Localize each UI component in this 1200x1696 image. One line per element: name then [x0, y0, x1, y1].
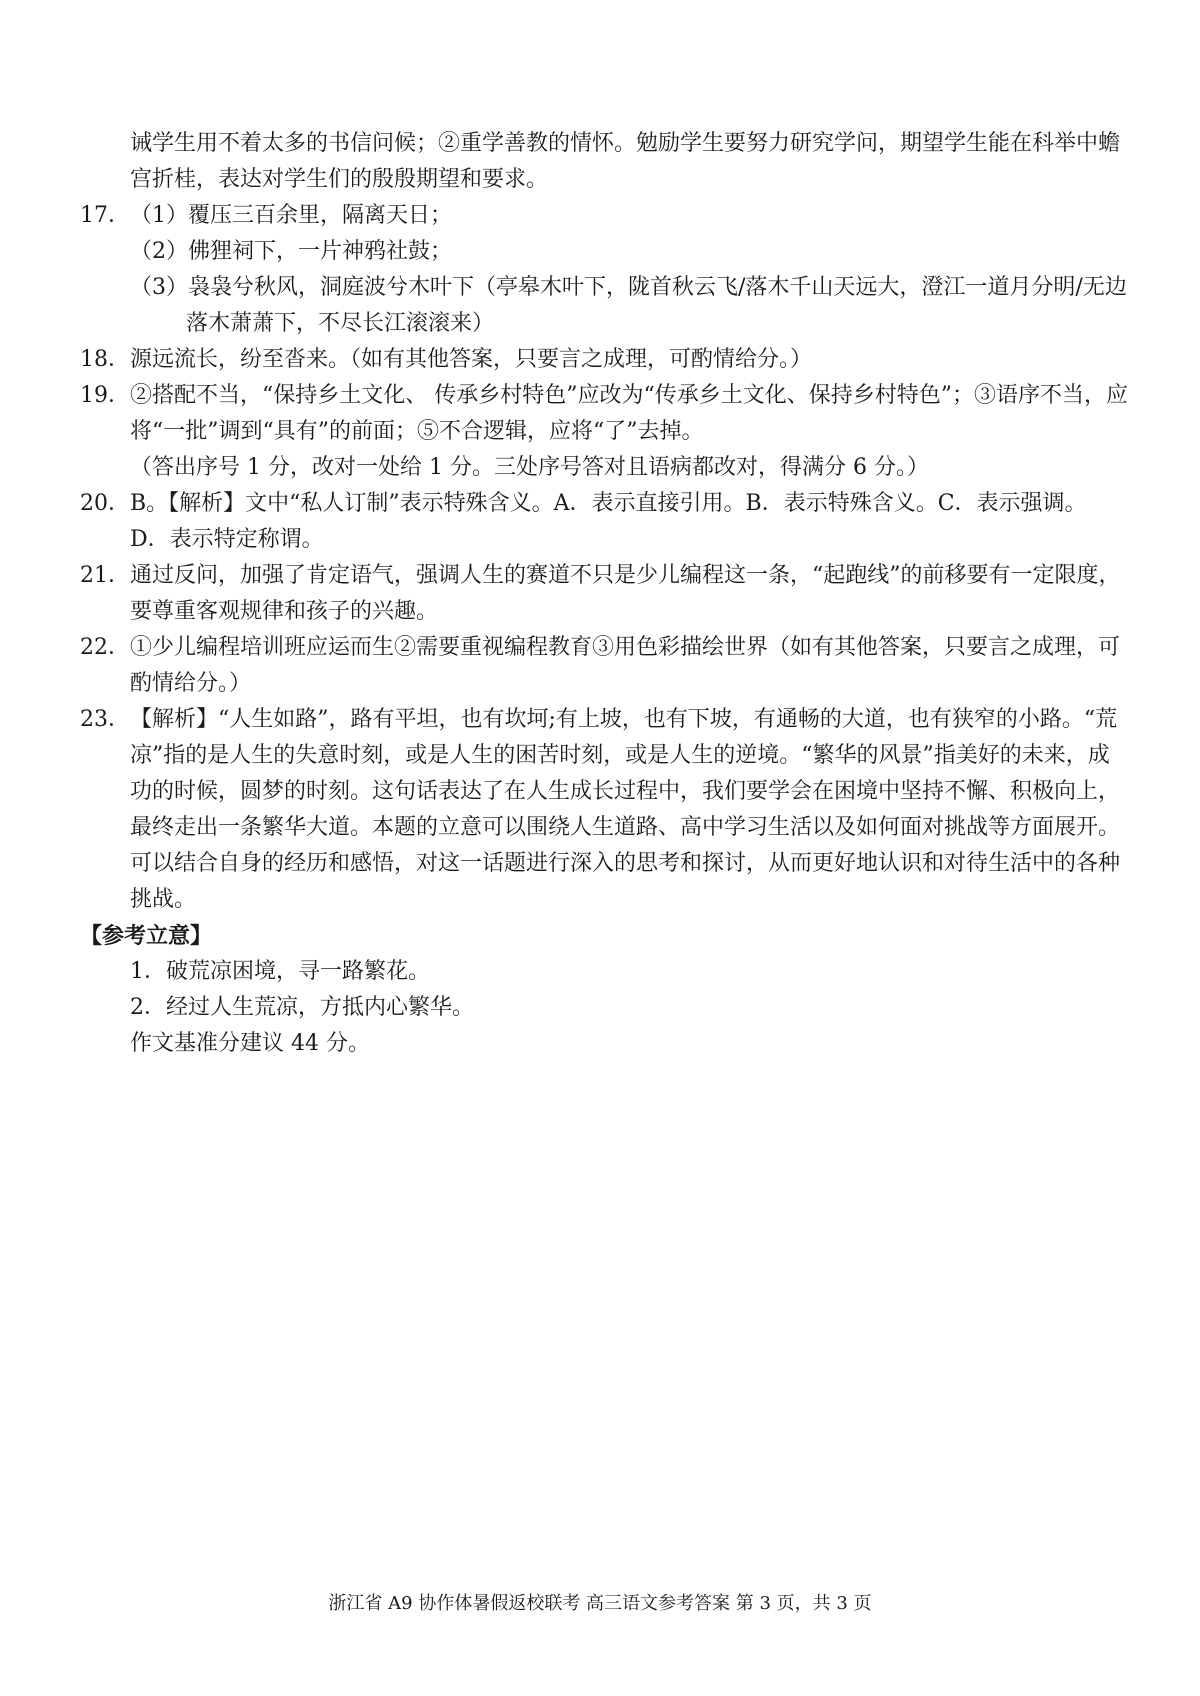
answer-23-text: 【解析】“人生如路”，路有平坦，也有坎坷;有上坡，也有下坡，有通畅的大道，也有狭窄的小路。“荒凉”指的是人生的失意时刻，或是人生的困苦时刻，或是人生的逆境。“繁华的风景”指美好的未来，成功的时候，圆梦的时刻。这句话表达了在人生成长过程中，我们要学会在困境中坚持不懈、积极向上，最终走出一条繁华大道。本题的立意可以围绕人生道路、高中学习生活以及如何面对挑战等方面展开。可以结合自身的经历和感悟，对这一话题进行深入的思考和探讨，从而更好地认识和对待生活中的各种挑战。	[130, 707, 1121, 912]
answer-23-number: 23．	[80, 707, 130, 732]
answer-21-text: 通过反问，加强了肯定语气，强调人生的赛道不只是少儿编程这一条，“起跑线”的前移要有一定限度，要尊重客观规律和孩子的兴趣。	[130, 563, 1121, 624]
answer-21	[80, 558, 1130, 630]
reference-idea-2: 2．经过人生荒凉，方抵内心繁华。	[130, 995, 474, 1020]
answer-22	[80, 630, 1130, 702]
answer-content	[80, 126, 1130, 1062]
answer-20	[80, 486, 1130, 558]
answer-17-part-1: （1）覆压三百余里，隔离天日；	[130, 203, 452, 228]
answer-23	[80, 702, 1130, 918]
reference-idea-1: 1．破荒凉困境，寻一路繁花。	[130, 959, 430, 984]
answer-19	[80, 378, 1130, 450]
answer-17	[80, 198, 1130, 234]
page-footer: 浙江省 A9 协作体暑假返校联考 高三语文参考答案 第 3 页，共 3 页	[328, 1593, 872, 1614]
answer-18-text: 源远流长，纷至沓来。（如有其他答案，只要言之成理，可酌情给分。）	[130, 347, 813, 372]
answer-20-number: 20．	[80, 491, 130, 516]
answer-17-part-3: （3）袅袅兮秋风，洞庭波兮木叶下（亭皋木叶下，陇首秋云飞/落木千山天远大，澄江一道月分明/无边落木萧萧下，不尽长江滚滚来）	[130, 275, 1127, 336]
essay-base-score: 作文基准分建议 44 分。	[130, 1031, 370, 1056]
answer-16-continuation: 诫学生用不着太多的书信问候；②重学善教的情怀。勉励学生要努力研究学问，期望学生能在科举中蟾宫折桂，表达对学生们的殷殷期望和要求。	[130, 131, 1121, 192]
answer-18	[80, 342, 1130, 378]
answer-19-text: ②搭配不当，“保持乡土文化、 传承乡村特色”应改为“传承乡土文化、保持乡村特色”；③语序不当，应将“一批”调到“具有”的前面；⑤不合逻辑，应将“了”去掉。	[130, 383, 1128, 444]
answer-18-number: 18．	[80, 347, 130, 372]
answer-17-number: 17．	[80, 203, 130, 228]
answer-20-text: B。【解析】文中“私人订制”表示特殊含义。A．表示直接引用。B．表示特殊含义。C．表示强调。 D．表示特定称谓。	[130, 491, 1087, 552]
answer-21-number: 21．	[80, 563, 130, 588]
answer-22-text: ①少儿编程培训班应运而生②需要重视编程教育③用色彩描绘世界（如有其他答案，只要言之成理，可酌情给分。）	[130, 635, 1121, 696]
answer-19-scoring-note: （答出序号 1 分，改对一处给 1 分。三处序号答对且语病都改对，得满分 6 分。）	[130, 455, 929, 480]
answer-22-number: 22．	[80, 635, 130, 660]
answer-17-part-2: （2）佛狸祠下，一片神鸦社鼓；	[130, 239, 452, 264]
answer-19-number: 19．	[80, 383, 130, 408]
reference-ideas-heading: 【参考立意】	[80, 923, 213, 949]
